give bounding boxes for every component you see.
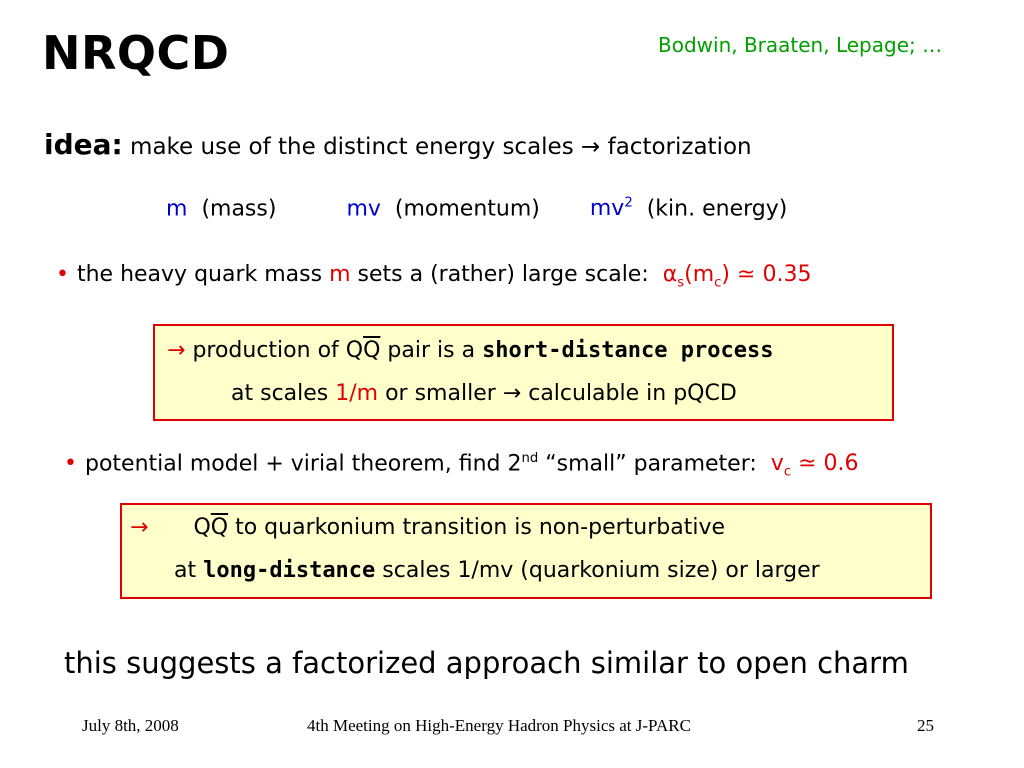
authors-citation: Bodwin, Braaten, Lepage; … [658, 33, 943, 57]
alpha-s-value: $\alpha_s(m_c)$ ≃ 0.35 [662, 262, 812, 291]
bullet-potential-model: • potential model + virial theorem, find 2nd “small” parameter: $v_c$ ≃ 0.6 [64, 451, 859, 480]
idea-label: idea: [44, 128, 123, 161]
idea-text: make use of the distinct energy scales [130, 134, 574, 160]
scale-m: m [166, 196, 188, 222]
idea-line [44, 128, 752, 161]
box1-line2: at scales 1/m or smaller → calculable in pQCD [231, 381, 737, 406]
arrow-symbol: → [167, 338, 186, 363]
footer-page-number: 25 [917, 716, 934, 735]
long-distance-term: long-distance [203, 558, 376, 583]
arrow-symbol: → [130, 515, 149, 540]
scale-m-desc: (mass) [201, 196, 277, 222]
bullet-icon: • [64, 451, 77, 477]
long-distance-box [120, 503, 932, 599]
velocity-value: $v_c$ ≃ 0.6 [770, 451, 859, 480]
conclusion-text: this suggests a factorized approach similar to open charm [64, 646, 909, 680]
scale-mv2: $mv^2$ [589, 196, 633, 222]
arrow-symbol: → [581, 134, 601, 160]
short-distance-box [153, 324, 894, 421]
footer-conference: 4th Meeting on High-Energy Hadron Physics at J-PARC [307, 716, 691, 735]
arrow-symbol: → [502, 381, 522, 406]
scale-mv: mv [346, 196, 381, 222]
slide-title: NRQCD [42, 26, 230, 80]
short-distance-term: short-distance process [482, 338, 774, 363]
idea-result: factorization [607, 134, 752, 160]
scale-mv2-desc: (kin. energy) [646, 196, 788, 222]
energy-scales [166, 196, 787, 221]
bullet-icon: • [56, 262, 69, 287]
footer-date: July 8th, 2008 [82, 716, 179, 735]
box1-line1: → production of $Q\overline{Q}$ pair is a short-distance process [167, 338, 774, 363]
box2-line1: → $Q\overline{Q}$ to quarkonium transition is non-perturbative [130, 515, 726, 540]
scale-mv-desc: (momentum) [394, 196, 540, 222]
bullet-heavy-quark: • the heavy quark mass m sets a (rather) large scale: $\alpha_s(m_c)$ ≃ 0.35 [56, 262, 812, 291]
box2-line2: at long-distance scales 1/mv (quarkonium size) or larger [174, 558, 820, 583]
